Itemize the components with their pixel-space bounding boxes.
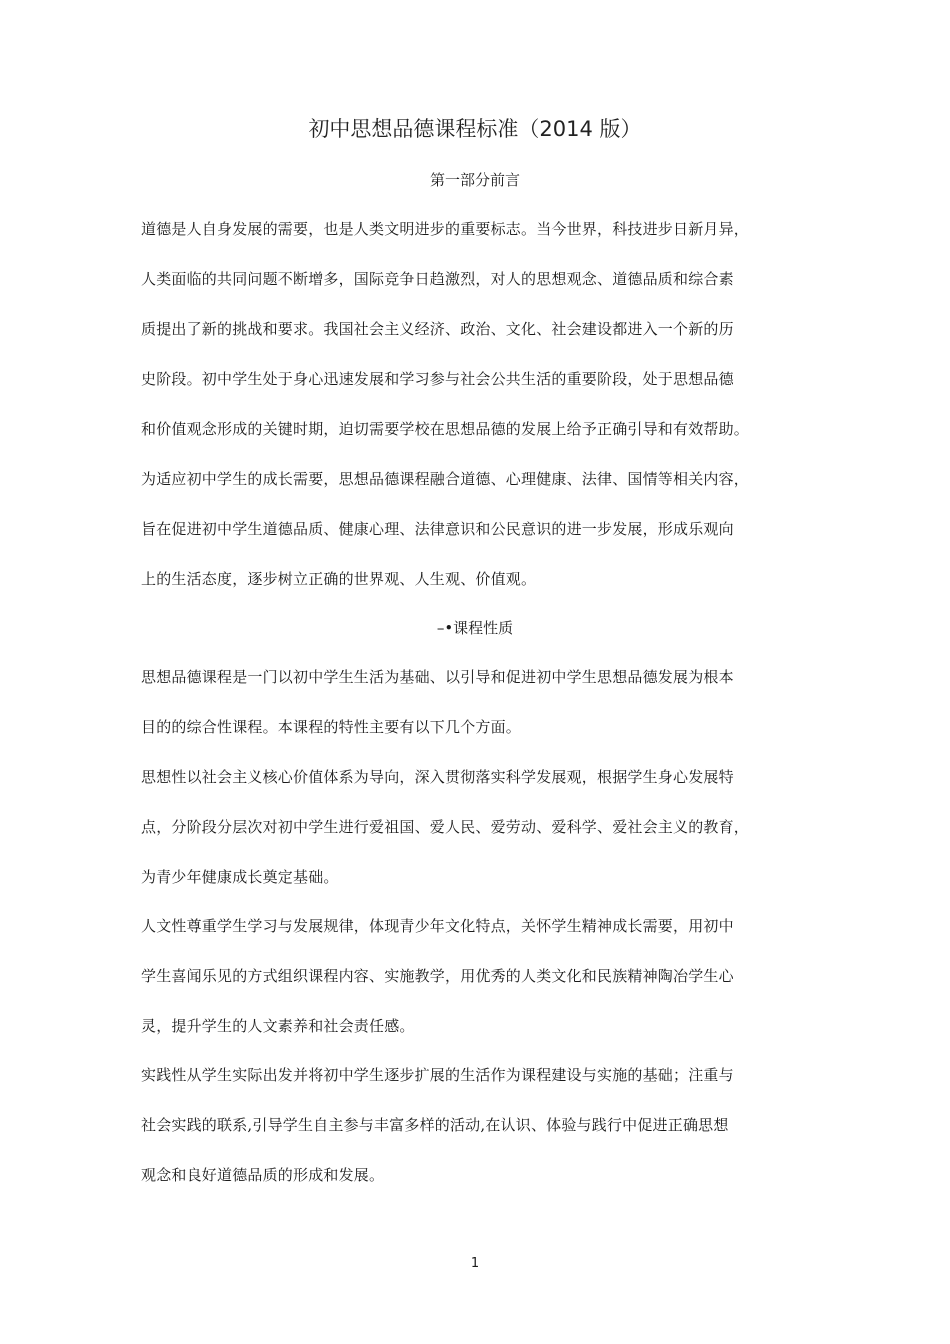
paragraph-line: 旨在促进初中学生道德品质、健康心理、法律意识和公民意识的进一步发展，形成乐观向 — [141, 520, 734, 538]
page-number: 1 — [470, 1256, 480, 1271]
paragraph-humanistic — [141, 914, 831, 1064]
paragraph-line: 质提出了新的挑战和要求。我国社会主义经济、政治、文化、社会建设都进入一个新的历 — [141, 320, 734, 338]
paragraph-line: 史阶段。初中学生处于身心迅速发展和学习参与社会公共生活的重要阶段，处于思想品德 — [141, 370, 734, 388]
paragraph-course-nature — [141, 665, 831, 765]
paragraph-practical — [141, 1063, 831, 1213]
paragraph-ideological — [141, 765, 831, 915]
paragraph-line: 思想性以社会主义核心价值体系为导向，深入贯彻落实科学发展观，根据学生身心发展特 — [141, 768, 734, 786]
paragraph-line: 学生喜闻乐见的方式组织课程内容、实施教学，用优秀的人类文化和民族精神陶冶学生心 — [141, 967, 734, 985]
paragraph-line: 和价值观念形成的关键时期，迫切需要学校在思想品德的发展上给予正确引导和有效帮助。 — [141, 420, 750, 438]
paragraph-line: 社会实践的联系,引导学生自主参与丰富多样的活动,在认识、体验与践行中促进正确思想 — [141, 1116, 729, 1134]
paragraph-line: 为适应初中学生的成长需要，思想品德课程融合道德、心理健康、法律、国情等相关内容， — [141, 470, 750, 488]
paragraph-line: 人类面临的共同问题不断增多，国际竞争日趋激烈，对人的思想观念、道德品质和综合素 — [141, 270, 734, 288]
paragraph-line: 灵，提升学生的人文素养和社会责任感。 — [141, 1017, 415, 1035]
section-heading: 第一部分前言 — [429, 171, 520, 189]
paragraph-line: 思想品德课程是一门以初中学生生活为基础、以引导和促进初中学生思想品德发展为根本 — [141, 668, 734, 686]
paragraph-line: 人文性尊重学生学习与发展规律，体现青少年文化特点，关怀学生精神成长需要，用初中 — [141, 917, 734, 935]
document-title: 初中思想品德课程标准（2014 版） — [308, 117, 642, 141]
paragraph-line: 目的的综合性课程。本课程的特性主要有以下几个方面。 — [141, 718, 522, 736]
paragraph-line: 为青少年健康成长奠定基础。 — [141, 868, 339, 886]
subsection-heading: –•课程性质 — [436, 619, 514, 637]
paragraph-line: 实践性从学生实际出发并将初中学生逐步扩展的生活作为课程建设与实施的基础；注重与 — [141, 1066, 734, 1084]
paragraph-line: 点，分阶段分层次对初中学生进行爱祖国、爱人民、爱劳动、爱科学、爱社会主义的教育， — [141, 818, 750, 836]
paragraph-line: 上的生活态度，逐步树立正确的世界观、人生观、价值观。 — [141, 570, 537, 588]
paragraph-line: 道德是人自身发展的需要，也是人类文明进步的重要标志。当今世界，科技进步日新月异， — [141, 220, 750, 238]
paragraph-intro — [141, 217, 831, 617]
paragraph-line: 观念和良好道德品质的形成和发展。 — [141, 1166, 385, 1184]
